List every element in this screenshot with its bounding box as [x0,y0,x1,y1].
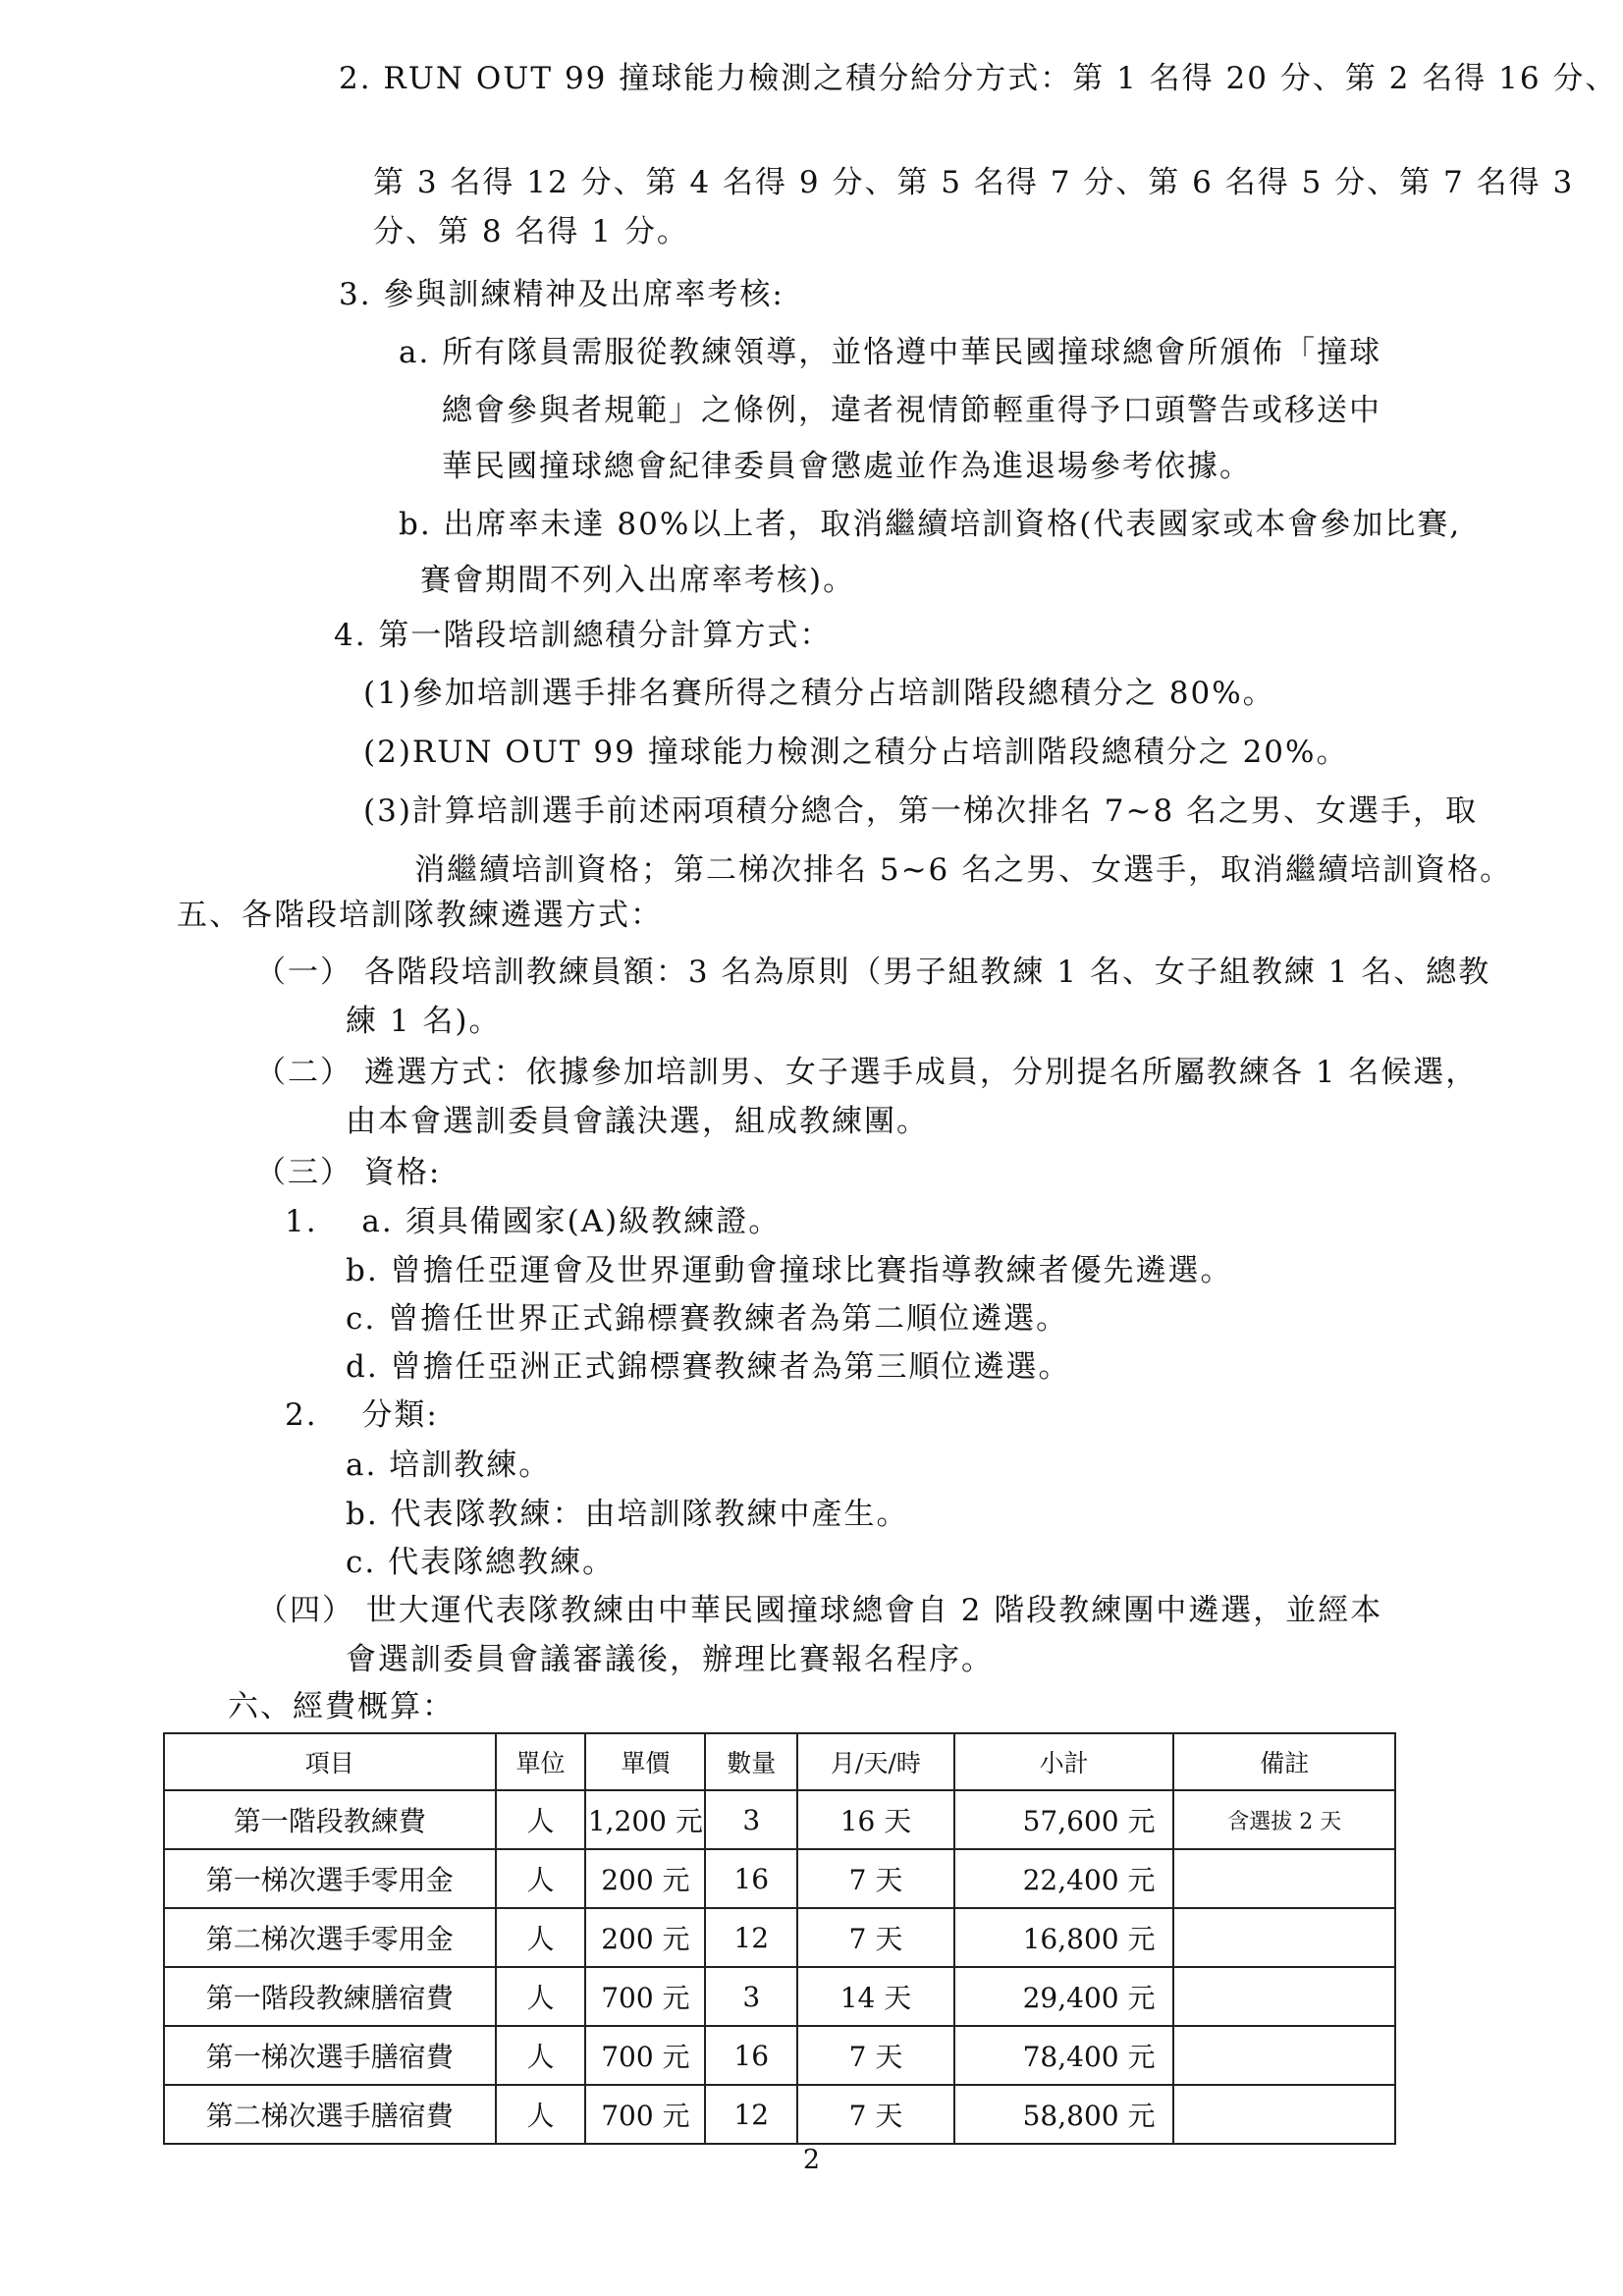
table-cell: 200 元 [585,1849,705,1908]
text-line: 華民國撞球總會紀律委員會懲處並作為進退場參考依據。 [442,449,1252,484]
table-cell [1173,1849,1395,1908]
table-cell: 16 天 [797,1790,954,1849]
table-row [164,1908,1395,1967]
text-line: 3. 參與訓練精神及出席率考核: [339,277,784,312]
text-line: c. 曾擔任世界正式錦標賽教練者為第二順位遴選。 [346,1301,1069,1337]
table-cell [1173,2085,1395,2144]
header-remarks: 備註 [1173,1733,1395,1790]
text-line: d. 曾擔任亞洲正式錦標賽教練者為第三順位遴選。 [346,1349,1071,1385]
table-cell: 人 [496,2085,586,2144]
table-cell: 含選拔 2 天 [1173,1790,1395,1849]
page-number: 2 [802,2145,821,2175]
text-line: 總會參與者規範」之條例，違者視情節輕重得予口頭警告或移送中 [442,393,1381,428]
budget-table [163,1732,1396,2145]
text-line: 1. a. 須具備國家(A)級教練證。 [285,1204,782,1239]
table-cell: 16,800 元 [954,1908,1174,1967]
table-cell: 第一梯次選手膳宿費 [164,2026,496,2085]
table-cell: 3 [705,1967,797,2026]
table-cell: 700 元 [585,2085,705,2144]
text-line: 分、第 8 名得 1 分。 [373,214,689,249]
table-cell: 7 天 [797,1908,954,1967]
table-row [164,1790,1395,1849]
table-header-row [164,1733,1395,1790]
table-cell: 7 天 [797,1849,954,1908]
text-line: b. 代表隊教練：由培訓隊教練中產生。 [346,1497,909,1532]
table-row [164,2026,1395,2085]
text-line: 第 3 名得 12 分、第 4 名得 9 分、第 5 名得 7 分、第 6 名得 5 分、第 7 名得 3 [373,165,1575,200]
text-line: (3)計算培訓選手前述兩項積分總合，第一梯次排名 7~8 名之男、女選手，取 [363,793,1479,829]
table-cell: 700 元 [585,2026,705,2085]
table-cell: 78,400 元 [954,2026,1174,2085]
table-cell: 人 [496,1849,586,1908]
table-cell: 16 [705,2026,797,2085]
text-line: (2)RUN OUT 99 撞球能力檢測之積分占培訓階段總積分之 20%。 [363,735,1349,770]
header-unit-price: 單價 [585,1733,705,1790]
table-cell: 第一梯次選手零用金 [164,1849,496,1908]
text-line: a. 所有隊員需服從教練領導，並恪遵中華民國撞球總會所頒佈「撞球 [399,335,1382,370]
table-cell: 7 天 [797,2026,954,2085]
table-cell: 57,600 元 [954,1790,1174,1849]
table-cell: 29,400 元 [954,1967,1174,2026]
table-cell: 700 元 [585,1967,705,2026]
text-line: b. 曾擔任亞運會及世界運動會撞球比賽指導教練者優先遴選。 [346,1253,1233,1288]
text-line: 2. 分類: [285,1397,439,1433]
table-cell: 第一階段教練費 [164,1790,496,1849]
table-cell: 第二梯次選手零用金 [164,1908,496,1967]
text-line: 會選訓委員會議審議後，辦理比賽報名程序。 [346,1642,994,1677]
text-line: a. 培訓教練。 [346,1448,552,1483]
text-line: （一） 各階段培訓教練員額：3 名為原則（男子組教練 1 名、女子組教練 1 名、總教 [255,955,1491,990]
table-row [164,2085,1395,2144]
table-cell: 人 [496,1908,586,1967]
table-cell: 1,200 元 [585,1790,705,1849]
table-cell: 12 [705,1908,797,1967]
text-line: （三） 資格: [255,1155,442,1190]
table-cell: 22,400 元 [954,1849,1174,1908]
text-line: 五、各階段培訓隊教練遴選方式： [177,898,663,933]
table-cell [1173,2026,1395,2085]
table-row [164,1967,1395,2026]
text-line: 消繼續培訓資格；第二梯次排名 5~6 名之男、女選手，取消繼續培訓資格。 [414,852,1513,888]
table-cell: 200 元 [585,1908,705,1967]
table-cell: 58,800 元 [954,2085,1174,2144]
text-line: 2. RUN OUT 99 撞球能力檢測之積分給分方式：第 1 名得 20 分、第 2 名得 16 分、 [339,61,1618,96]
text-line: （四） 世大運代表隊教練由中華民國撞球總會自 2 階段教練團中遴選，並經本 [257,1593,1383,1628]
table-cell: 3 [705,1790,797,1849]
table-cell [1173,1908,1395,1967]
text-line: （二） 遴選方式：依據參加培訓男、女子選手成員，分別提名所屬教練各 1 名候選， [255,1055,1479,1090]
header-unit: 單位 [496,1733,586,1790]
text-line: (1)參加培訓選手排名賽所得之積分占培訓階段總積分之 80%。 [363,676,1275,711]
table-cell: 人 [496,2026,586,2085]
header-subtotal: 小計 [954,1733,1174,1790]
table-row [164,1849,1395,1908]
table-cell [1173,1967,1395,2026]
header-quantity: 數量 [705,1733,797,1790]
table-cell: 第二梯次選手膳宿費 [164,2085,496,2144]
table-cell: 人 [496,1967,586,2026]
table-cell: 人 [496,1790,586,1849]
text-line: 六、經費概算： [228,1689,455,1724]
table-cell: 12 [705,2085,797,2144]
text-line: c. 代表隊總教練。 [346,1545,616,1580]
text-line: 練 1 名)。 [346,1004,502,1039]
table-cell: 14 天 [797,1967,954,2026]
table-cell: 第一階段教練膳宿費 [164,1967,496,2026]
text-line: 4. 第一階段培訓總積分計算方式： [334,618,833,653]
table-cell: 7 天 [797,2085,954,2144]
table-cell: 16 [705,1849,797,1908]
header-duration: 月/天/時 [797,1733,954,1790]
text-line: 賽會期間不列入出席率考核)。 [420,563,856,598]
header-item: 項目 [164,1733,496,1790]
text-line: b. 出席率未達 80%以上者，取消繼續培訓資格(代表國家或本會參加比賽, [399,507,1462,542]
text-line: 由本會選訓委員會議決選，組成教練團。 [346,1104,929,1139]
